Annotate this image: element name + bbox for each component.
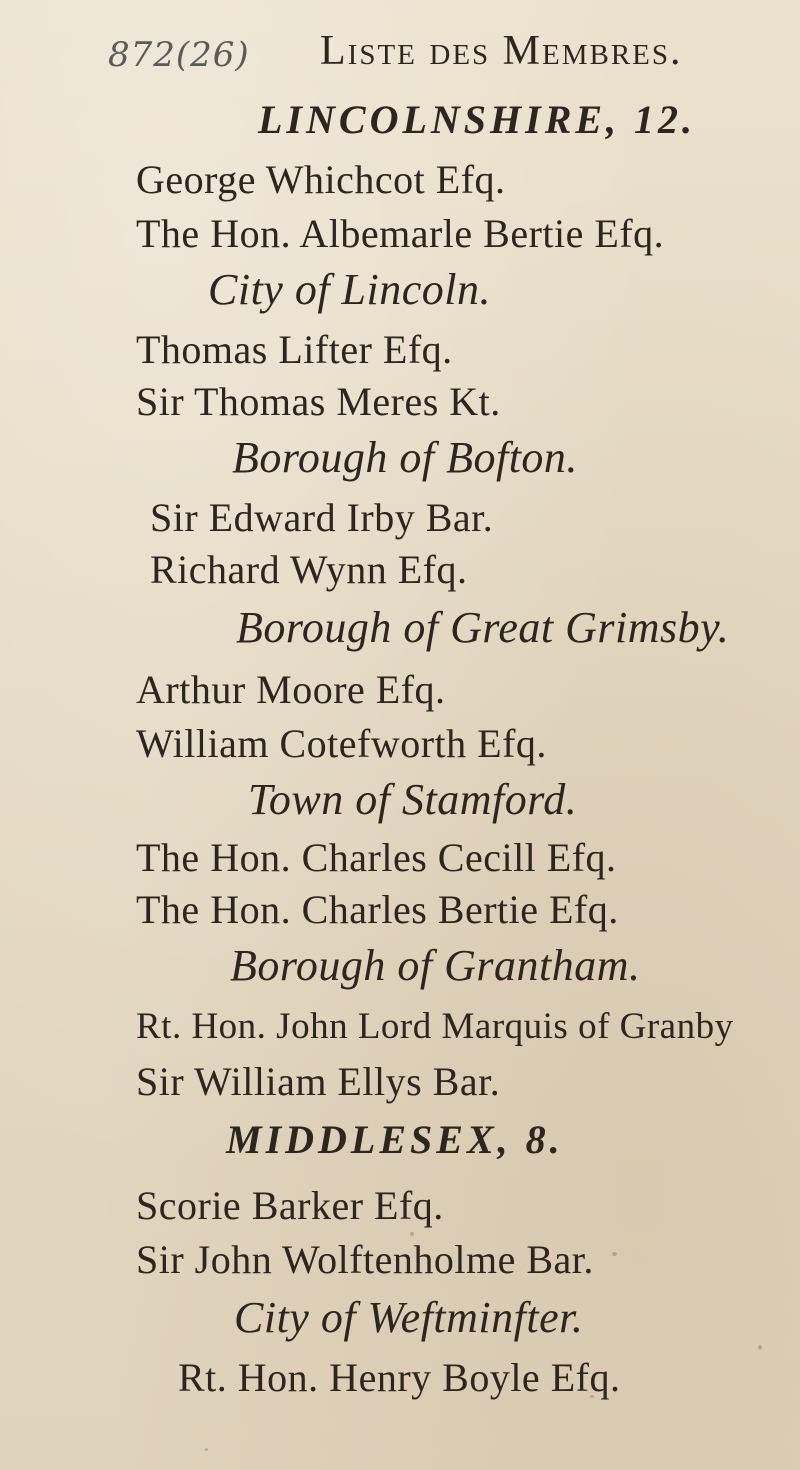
member-entry: The Hon. Albemarle Bertie Efq. bbox=[136, 211, 665, 256]
member-entry: Richard Wynn Efq. bbox=[150, 547, 468, 592]
member-entry: Arthur Moore Efq. bbox=[136, 667, 446, 712]
member-entry: Rt. Hon. Henry Boyle Efq. bbox=[178, 1355, 621, 1400]
member-entry: Rt. Hon. John Lord Marquis of Granby bbox=[136, 1006, 734, 1047]
paper-speck bbox=[758, 1345, 762, 1350]
member-entry: George Whichcot Efq. bbox=[136, 157, 506, 202]
constituency-heading: City of Weftminfter. bbox=[234, 1293, 584, 1342]
paper-speck bbox=[205, 1448, 208, 1451]
member-entry: Sir Edward Irby Bar. bbox=[150, 495, 494, 540]
member-entry: The Hon. Charles Bertie Efq. bbox=[136, 887, 619, 932]
constituency-heading: Borough of Great Grimsby. bbox=[236, 603, 730, 652]
constituency-heading: Borough of Bofton. bbox=[232, 433, 578, 482]
member-entry: Sir John Wolftenholme Bar. bbox=[136, 1237, 594, 1282]
constituency-heading: Town of Stamford. bbox=[248, 775, 578, 824]
shelfmark: 872(26) bbox=[108, 35, 250, 75]
member-entry: The Hon. Charles Cecill Efq. bbox=[136, 835, 617, 880]
county-heading: MIDDLESEX, 8. bbox=[226, 1117, 564, 1162]
running-title: Liste des Membres. bbox=[320, 28, 683, 74]
member-entry: Sir Thomas Meres Kt. bbox=[136, 379, 501, 424]
member-entry: Thomas Lifter Efq. bbox=[136, 327, 453, 372]
paper-speck bbox=[410, 1232, 414, 1236]
member-entry: William Cotefworth Efq. bbox=[136, 721, 547, 766]
constituency-heading: Borough of Grantham. bbox=[230, 941, 641, 990]
member-entry: Scorie Barker Efq. bbox=[136, 1183, 444, 1228]
constituency-heading: City of Lincoln. bbox=[208, 265, 491, 314]
paper-speck bbox=[612, 1252, 617, 1256]
county-heading: LINCOLNSHIRE, 12. bbox=[258, 97, 697, 142]
member-entry: Sir William Ellys Bar. bbox=[136, 1059, 501, 1104]
